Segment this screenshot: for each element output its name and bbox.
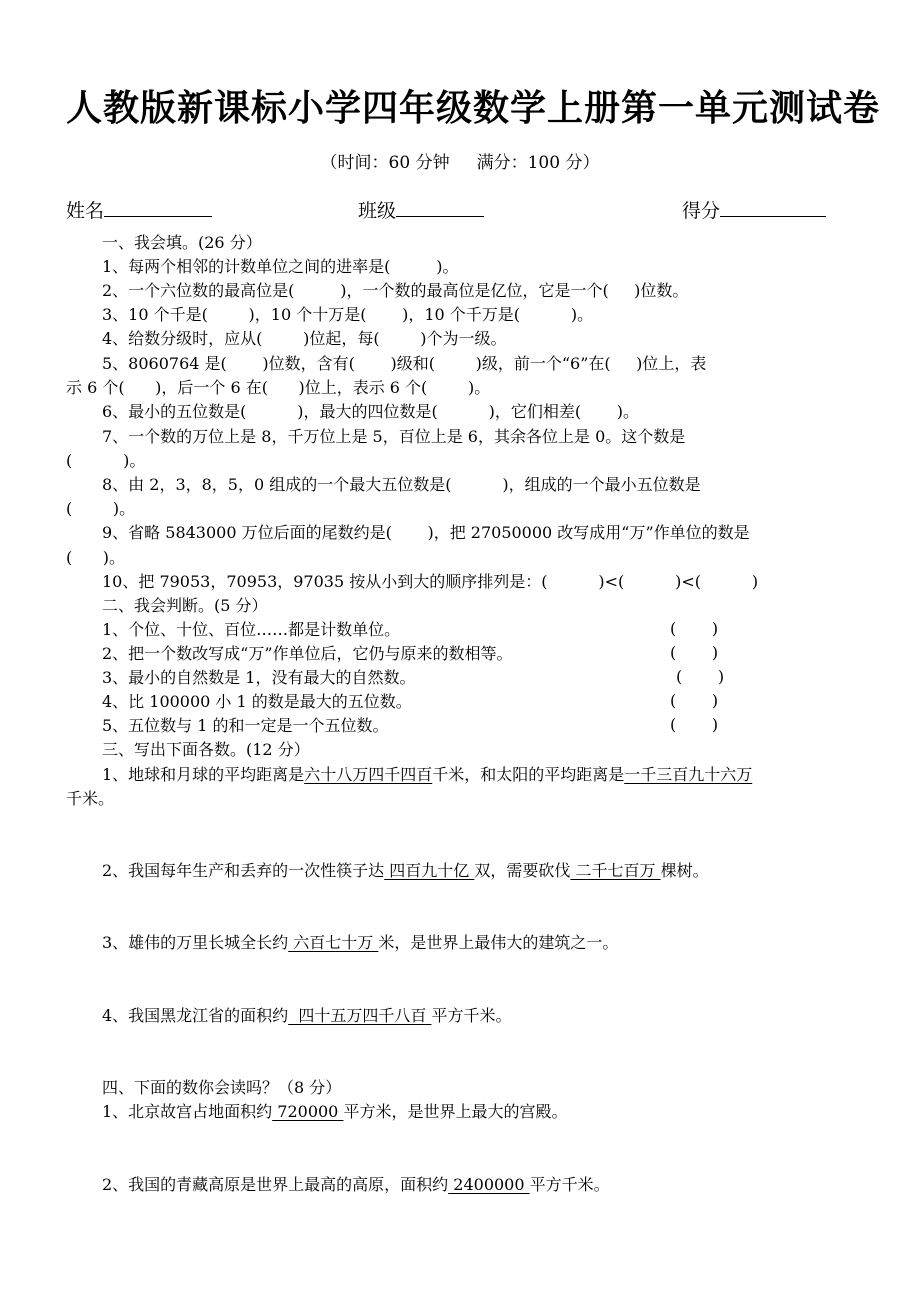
- section3-heading: 三、写出下面各数。(12 分）: [102, 740, 310, 759]
- s4-q1-pre: 1、北京故宫占地面积约: [102, 1102, 273, 1121]
- s3-q1-answer-2: 一千三百九十六万: [624, 765, 753, 784]
- s2-item-2: 2、把一个数改写成“万”作单位后，它仍与原来的数相等。: [102, 644, 513, 663]
- s2-item-1: 1、个位、十位、百位……都是计数单位。: [102, 620, 401, 639]
- name-label: 姓名: [66, 200, 105, 222]
- exam-subtitle: （时间：60 分钟 满分：100 分）: [320, 153, 600, 173]
- s3-q4-answer-1: 四十五万四千八百: [288, 1006, 432, 1025]
- s3-q1-post: 千米。: [66, 789, 115, 808]
- s3-question-3: [102, 932, 618, 954]
- s1-question-7b: ( )。: [66, 451, 146, 470]
- s1-question-4: 4、给数分级时，应从( )位起，每( )个为一级。: [102, 329, 507, 348]
- s3-q3-answer-1: 六百七十万: [288, 933, 379, 952]
- s1-question-9b: ( )。: [66, 548, 126, 567]
- class-blank: [396, 198, 484, 217]
- s4-q2-number: 2400000: [448, 1175, 530, 1194]
- s1-question-9a: 9、省略 5843000 万位后面的尾数约是( )，把 27050000 改写成用“万”作单位的数是: [102, 523, 750, 542]
- section2-heading: 二、我会判断。(5 分）: [102, 596, 268, 615]
- s4-q1-number: 720000: [272, 1102, 344, 1121]
- s4-q2-pre: 2、我国的青藏高原是世界上最高的高原，面积约: [102, 1175, 449, 1194]
- s2-bracket-2: ( ): [670, 643, 719, 662]
- name-blank: [104, 198, 212, 217]
- s4-question-2: [102, 1174, 610, 1196]
- score-field: [682, 196, 826, 223]
- s4-q2-post: 平方千米。: [529, 1175, 610, 1194]
- score-label: 得分: [682, 200, 721, 222]
- s3-q1-mid: 千米，和太阳的平均距离是: [432, 765, 625, 784]
- s3-q1-pre: 1、地球和月球的平均距离是: [102, 765, 305, 784]
- s3-q3-post: 米，是世界上最伟大的建筑之一。: [378, 933, 619, 952]
- s2-item-3: 3、最小的自然数是 1，没有最大的自然数。: [102, 668, 416, 687]
- s1-question-10: 10、把 79053，70953，97035 按从小到大的顺序排列是：( )<( )<( ): [102, 572, 759, 591]
- s2-bracket-4: ( ): [670, 691, 719, 710]
- s3-q4-post: 平方千米。: [431, 1006, 512, 1025]
- s2-bracket-5: ( ): [670, 715, 719, 734]
- s3-question-2: [102, 860, 709, 882]
- s1-question-8b: ( )。: [66, 499, 136, 518]
- name-field: [66, 196, 212, 223]
- s1-question-8a: 8、由 2，3，8，5，0 组成的一个最大五位数是( )，组成的一个最小五位数是: [102, 475, 701, 494]
- s2-bracket-3: ( ): [676, 667, 725, 686]
- s3-q2-pre: 2、我国每年生产和丢弃的一次性筷子达: [102, 861, 385, 880]
- s1-question-5b: 示 6 个( )，后一个 6 在( )位上，表示 6 个( )。: [66, 378, 491, 397]
- score-blank: [720, 198, 826, 217]
- s1-question-7a: 7、一个数的万位上是 8，千万位上是 5，百位上是 6，其余各位上是 0。这个数是: [102, 427, 686, 446]
- class-field: [358, 196, 484, 223]
- s3-question-1: [102, 764, 752, 786]
- section4-heading: 四、下面的数你会读吗？（8 分）: [102, 1078, 342, 1097]
- s4-question-1: [102, 1101, 567, 1123]
- s3-q2-mid: 双，需要砍伐: [474, 861, 571, 880]
- s3-q2-answer-2: 二千七百万: [570, 861, 661, 880]
- s1-question-6: 6、最小的五位数是( )，最大的四位数是( )，它们相差( )。: [102, 402, 639, 421]
- s3-q2-answer-1: 四百九十亿: [384, 861, 475, 880]
- s1-question-2: 2、一个六位数的最高位是( )，一个数的最高位是亿位，它是一个( )位数。: [102, 281, 689, 300]
- s2-item-5: 5、五位数与 1 的和一定是一个五位数。: [102, 716, 389, 735]
- s3-question-4: [102, 1005, 511, 1027]
- s1-question-3: 3、10 个千是( )，10 个十万是( )，10 个千万是( )。: [102, 305, 594, 324]
- s2-bracket-1: ( ): [670, 619, 719, 638]
- s1-question-1: 1、每两个相邻的计数单位之间的进率是( )。: [102, 257, 459, 276]
- class-label: 班级: [358, 200, 397, 222]
- s4-q1-post: 平方米，是世界上最大的宫殿。: [343, 1102, 568, 1121]
- s3-q4-pre: 4、我国黑龙江省的面积约: [102, 1006, 289, 1025]
- section1-heading: 一、我会填。(26 分）: [102, 233, 262, 252]
- s3-q2-post: 棵树。: [660, 861, 709, 880]
- s1-question-5a: 5、8060764 是( )位数，含有( )级和( )级，前一个“6”在( )位上，表: [102, 354, 707, 373]
- s3-q1-answer-1: 六十八万四千四百: [304, 765, 433, 784]
- s3-q3-pre: 3、雄伟的万里长城全长约: [102, 933, 289, 952]
- exam-title: 人教版新课标小学四年级数学上册第一单元测试卷: [66, 88, 881, 129]
- s2-item-4: 4、比 100000 小 1 的数是最大的五位数。: [102, 692, 412, 711]
